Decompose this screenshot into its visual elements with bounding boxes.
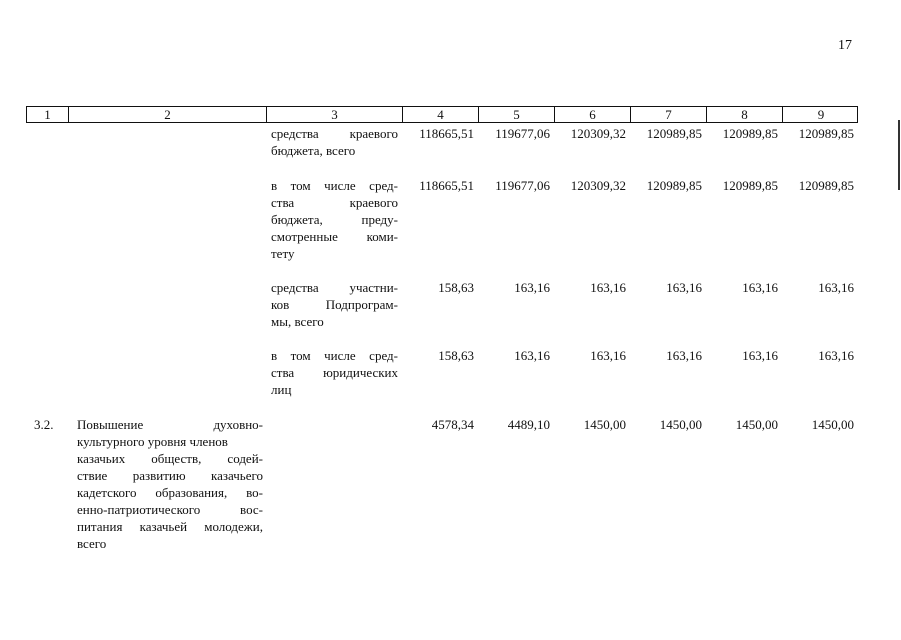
table-cell-value: 158,63	[438, 280, 474, 295]
table-cell-value: 163,16	[514, 348, 550, 363]
source-line: бюджета, преду-	[271, 212, 398, 227]
header-col-6: 6	[555, 107, 631, 122]
header-col-4: 4	[403, 107, 479, 122]
table-cell-value: 118665,51	[419, 178, 474, 193]
header-col-1: 1	[27, 107, 69, 122]
table-cell-value: 4489,10	[507, 417, 550, 432]
table-cell-value: 119677,06	[495, 126, 550, 141]
table-cell-value: 163,16	[818, 280, 854, 295]
header-col-7: 7	[631, 107, 707, 122]
header-col-2: 2	[69, 107, 267, 122]
table-cell-value: 119677,06	[495, 178, 550, 193]
table-cell-value: 1450,00	[735, 417, 778, 432]
source-line: ства краевого	[271, 195, 398, 210]
table-cell-value: 163,16	[818, 348, 854, 363]
page-number: 17	[838, 38, 852, 53]
item-number: 3.2.	[34, 417, 54, 432]
header-col-9: 9	[817, 107, 825, 122]
header-col-3: 3	[267, 107, 403, 122]
source-line: смотренные коми-	[271, 229, 398, 244]
table-row-source-label	[271, 177, 398, 262]
table-header-row	[26, 106, 858, 123]
source-line: в том числе сред-	[271, 348, 398, 363]
item-description	[77, 416, 263, 552]
scan-edge-mark	[898, 120, 900, 190]
header-col-5: 5	[479, 107, 555, 122]
table-cell-value: 163,16	[590, 280, 626, 295]
table-cell-value: 120989,85	[646, 178, 702, 193]
source-line: бюджета, всего	[271, 143, 356, 158]
table-cell-value: 120309,32	[570, 178, 626, 193]
table-cell-value: 163,16	[514, 280, 550, 295]
table-cell-value: 118665,51	[419, 126, 474, 141]
table-cell-value: 1450,00	[659, 417, 702, 432]
table-row-source-label	[271, 125, 398, 159]
source-line: мы, всего	[271, 314, 324, 329]
table-cell-value: 120989,85	[722, 126, 778, 141]
item-line: ствие развитию казачьего	[77, 468, 263, 483]
source-line: тету	[271, 246, 295, 261]
table-cell-value: 163,16	[590, 348, 626, 363]
table-row-source-label	[271, 279, 398, 330]
item-line: казачьих обществ, содей-	[77, 451, 263, 466]
item-line: Повышение духовно-	[77, 417, 263, 432]
source-line: в том числе сред-	[271, 178, 398, 193]
source-line: средства участни-	[271, 280, 398, 295]
header-col-8: 8	[707, 107, 783, 122]
table-cell-value: 120989,85	[722, 178, 778, 193]
table-cell-value: 1450,00	[811, 417, 854, 432]
table-cell-value: 163,16	[742, 348, 778, 363]
source-line: ков Подпрограм-	[271, 297, 398, 312]
table-cell-value: 120309,32	[570, 126, 626, 141]
source-line: средства краевого	[271, 126, 398, 141]
table-cell-value: 120989,85	[646, 126, 702, 141]
table-cell-value: 163,16	[666, 348, 702, 363]
item-line: культурного уровня членов	[77, 434, 228, 449]
table-cell-value: 4578,34	[431, 417, 474, 432]
table-cell-value: 1450,00	[583, 417, 626, 432]
item-line: питания казачьей молодежи,	[77, 519, 263, 534]
item-line: всего	[77, 536, 107, 551]
table-cell-value: 120989,85	[798, 178, 854, 193]
table-cell-value: 163,16	[666, 280, 702, 295]
table-cell-value: 158,63	[438, 348, 474, 363]
table-row-source-label	[271, 347, 398, 398]
table-cell-value: 163,16	[742, 280, 778, 295]
table-cell-value: 120989,85	[798, 126, 854, 141]
item-line: кадетского образования, во-	[77, 485, 263, 500]
source-line: лиц	[271, 382, 292, 397]
source-line: ства юридических	[271, 365, 398, 380]
item-line: енно-патриотического вос-	[77, 502, 263, 517]
